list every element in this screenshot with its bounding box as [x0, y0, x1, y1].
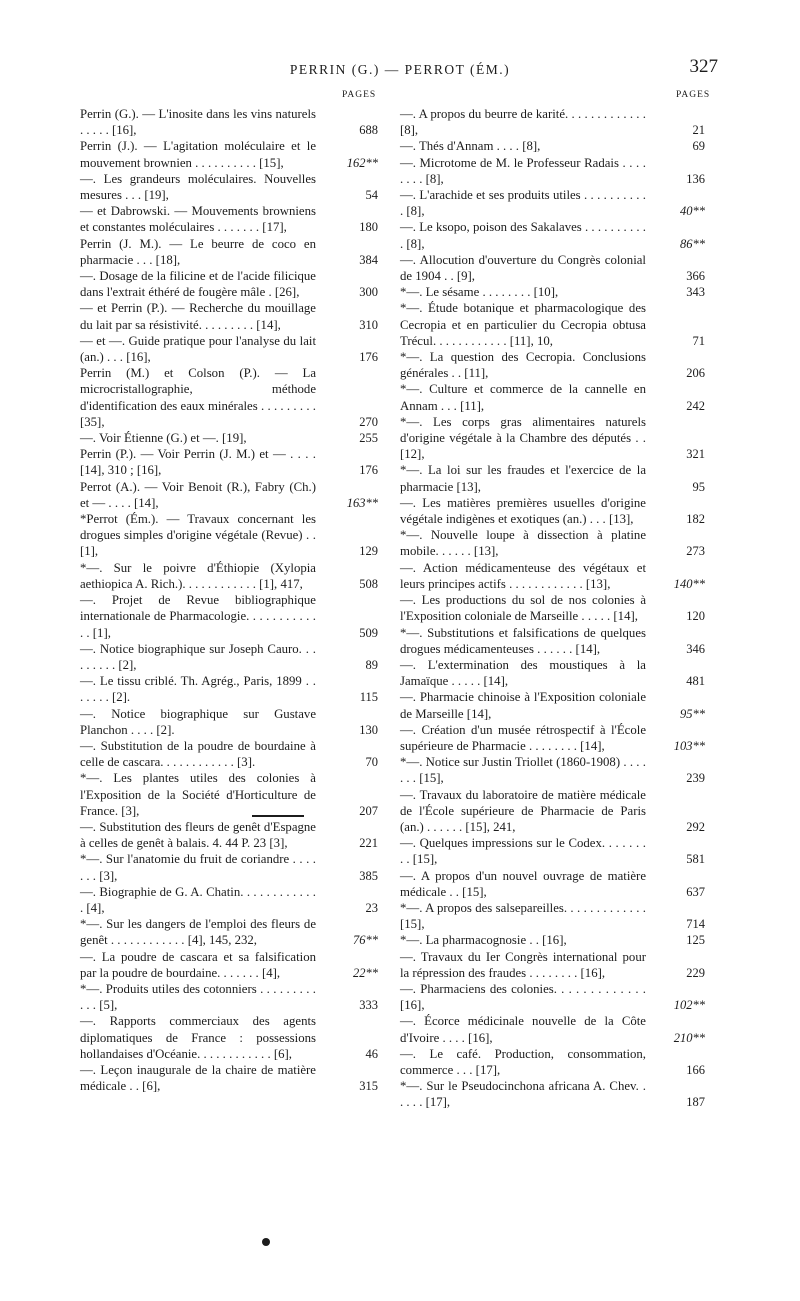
page-number: 327: [689, 56, 718, 77]
entry-page-ref: 714: [686, 917, 705, 932]
entry-page-ref: 176: [359, 350, 378, 365]
entry-page-ref: 176: [359, 463, 378, 478]
index-entry: [400, 462, 705, 494]
entry-page-ref: 300: [359, 285, 378, 300]
index-entry: [80, 333, 380, 365]
right-column: [400, 90, 711, 1111]
entry-text: —. Thés d'Annam . . . . [8],: [400, 139, 541, 154]
index-entry: [400, 754, 705, 786]
entry-page-ref: 125: [686, 933, 705, 948]
index-entry: [400, 722, 705, 754]
entry-page-ref: 207: [359, 803, 378, 818]
entry-page-ref: 385: [359, 868, 378, 883]
entry-text: —. Substitution de la poudre de bourdaine à celle de cascara. . . . . . . . . . . . [3].: [80, 738, 316, 770]
entry-text: *—. Produits utiles des cotonniers . . . . . . . . . . . . [5],: [80, 981, 316, 1013]
entry-page-ref: 508: [359, 576, 378, 591]
entry-text: *—. A propos des salsepareilles. . . . . . . . . . . . . [15],: [400, 900, 646, 932]
entry-page-ref: 333: [359, 998, 378, 1013]
entry-text: *—. Nouvelle loupe à dissection à platine mobile. . . . . . [13],: [400, 528, 646, 559]
entry-text: —. Biographie de G. A. Chatin. . . . . . . . . . . . . [4],: [80, 884, 316, 915]
entry-text: *—. Substitutions et falsifications de quelques drogues médicamenteuses . . . . . . [14],: [400, 625, 646, 656]
index-entry: [400, 155, 705, 187]
entry-page-ref: 89: [365, 657, 378, 672]
entry-text: *—. Sur les dangers de l'emploi des fleurs de genêt . . . . . . . . . . . . [4], 145, 232,: [80, 917, 316, 948]
index-entry: [80, 916, 380, 948]
index-entry: [80, 511, 380, 560]
entry-text: Perrin (G.). — L'inosite dans les vins naturels . . . . . [16],: [80, 107, 316, 138]
entry-page-ref: 95**: [680, 706, 705, 721]
index-entry: [400, 868, 705, 900]
index-entry: [80, 430, 380, 446]
index-entry: [400, 835, 705, 867]
index-entry: [400, 787, 705, 836]
entry-text: *—. La loi sur les fraudes et l'exercice de la pharmacie [13],: [400, 463, 646, 494]
index-entry: [80, 1062, 380, 1094]
index-entry: [400, 527, 705, 559]
index-entry: [400, 414, 705, 463]
entry-text: —. A propos d'un nouvel ouvrage de matière médicale . . [15],: [400, 868, 646, 899]
entry-page-ref: 509: [359, 625, 378, 640]
index-entry: [400, 560, 705, 592]
entry-page-ref: 270: [359, 414, 378, 429]
entry-text: —. Notice biographique sur Gustave Planchon . . . . [2].: [80, 706, 316, 737]
entry-page-ref: 46: [365, 1046, 378, 1061]
entry-page-ref: 163**: [346, 495, 378, 510]
index-entry: [80, 446, 380, 478]
entry-text: —. Les grandeurs moléculaires. Nouvelles mesures . . . [19],: [80, 171, 316, 203]
entry-text: *—. La pharmacognosie . . [16],: [400, 933, 567, 948]
entry-text: —. Allocution d'ouverture du Congrès colonial de 1904 . . [9],: [400, 252, 646, 284]
entry-text: *Perrot (Ém.). — Travaux concernant les drogues simples d'origine végétale (Revue) . . [1],: [80, 512, 316, 559]
index-entry: [400, 219, 705, 251]
entry-page-ref: 23: [365, 900, 378, 915]
entry-page-ref: 321: [686, 447, 705, 462]
entry-text: *—. Étude botanique et pharmacologique des Cecropia et en particulier du Cecropia obtusa Trécul. . . . . . . . . . . . [11], 10,: [400, 301, 646, 348]
index-entry: [80, 236, 380, 268]
entry-text: —. Rapports commerciaux des agents diplomatiques de France : possessions hollandaises d'Océanie. . . . . . . . . . . . [6],: [80, 1014, 316, 1061]
index-entry: [80, 673, 380, 705]
entry-page-ref: 70: [365, 755, 378, 770]
entry-page-ref: 40**: [680, 204, 705, 219]
entry-page-ref: 187: [686, 1095, 705, 1110]
entry-page-ref: 54: [365, 188, 378, 203]
entry-text: *—. Le sésame . . . . . . . . [10],: [400, 285, 559, 300]
index-entry: [400, 106, 705, 138]
entry-page-ref: 136: [686, 171, 705, 186]
entry-text: —. Création d'un musée rétrospectif à l'École supérieure de Pharmacie . . . . . . . . [14],: [400, 722, 646, 753]
entry-text: —. Travaux du laboratoire de matière médicale de l'École supérieure de Pharmacie de Paris (an.) . . . . . . [15], 241,: [400, 787, 646, 834]
entry-text: *—. Les plantes utiles des colonies à l'Exposition de la Société d'Horticulture de France. [3],: [80, 771, 316, 818]
entry-page-ref: 95: [692, 479, 705, 494]
index-entry: [400, 657, 705, 689]
running-head: PERRIN (G.) — PERROT (ÉM.): [289, 62, 511, 77]
entry-text: —. Substitution des fleurs de genêt d'Espagne à celles de genêt à balais. 4. 44 P. 23 [3],: [80, 819, 316, 851]
index-entry: [80, 479, 380, 511]
pages-column-label: PAGES: [676, 90, 711, 100]
entry-page-ref: 86**: [680, 236, 705, 251]
entry-page-ref: 69: [692, 139, 705, 154]
entry-text: —. A propos du beurre de karité. . . . . . . . . . . . . [8],: [400, 107, 646, 138]
entry-text: —. Dosage de la filicine et de l'acide filicique dans l'extrait éthéré de fougère mâle . [26],: [80, 269, 316, 300]
entry-text: —. L'extermination des moustiques à la Jamaïque . . . . . [14],: [400, 657, 646, 689]
entry-page-ref: 21: [692, 123, 705, 138]
entry-page-ref: 366: [686, 269, 705, 284]
entry-text: —. Projet de Revue bibliographique internationale de Pharmacologie. . . . . . . . . . . . . [1],: [80, 593, 316, 640]
entry-page-ref: 103**: [673, 738, 705, 753]
index-entry: [400, 1046, 705, 1078]
entry-page-ref: 102**: [673, 998, 705, 1013]
index-entry: [80, 884, 380, 916]
entry-text: *—. Notice sur Justin Triollet (1860-1908) . . . . . . . [15],: [400, 755, 646, 786]
ink-dot: [262, 1238, 270, 1246]
index-entry: [80, 560, 380, 592]
index-entry: [80, 738, 380, 770]
entry-text: —. Action médicamenteuse des végétaux et leurs principes actifs . . . . . . . . . . . . [13],: [400, 560, 646, 591]
entry-text: —. Travaux du Ier Congrès international pour la répression des fraudes . . . . . . . . [16],: [400, 949, 646, 980]
index-entry: [400, 1013, 705, 1045]
entry-text: —. La poudre de cascara et sa falsification par la poudre de bourdaine. . . . . . . [4],: [80, 949, 316, 980]
left-column: [80, 90, 380, 1094]
entry-page-ref: 346: [686, 641, 705, 656]
entry-page-ref: 581: [686, 852, 705, 867]
entry-text: —. Le café. Production, consommation, commerce . . . [17],: [400, 1046, 646, 1077]
entry-text: —. L'arachide et ses produits utiles . . . . . . . . . . . [8],: [400, 188, 646, 219]
entry-text: —. Microtome de M. le Professeur Radais . . . . . . . . [8],: [400, 155, 646, 186]
entry-text: —. Écorce médicinale nouvelle de la Côte d'Ivoire . . . . [16],: [400, 1014, 646, 1045]
entry-page-ref: 637: [686, 884, 705, 899]
entry-page-ref: 384: [359, 252, 378, 267]
index-entry: [80, 592, 380, 641]
entry-text: Perrot (A.). — Voir Benoit (R.), Fabry (Ch.) et — . . . . [14],: [80, 479, 316, 510]
entry-text: —. Quelques impressions sur le Codex. . . . . . . . . [15],: [400, 836, 646, 867]
entry-page-ref: 481: [686, 674, 705, 689]
index-entry: [400, 495, 705, 527]
entry-text: —. Le ksopo, poison des Sakalaves . . . . . . . . . . . [8],: [400, 220, 646, 251]
entry-text: *—. Culture et commerce de la cannelle en Annam . . . [11],: [400, 382, 646, 413]
entry-text: Perrin (M.) et Colson (P.). — La microcristallographie, méthode d'identification des eaux minérales . . . . . . . . . [35],: [80, 366, 316, 429]
entry-text: —. Les matières premières usuelles d'origine végétale indigènes et exotiques (an.) . . . [13],: [400, 495, 646, 527]
entry-page-ref: 688: [359, 123, 378, 138]
entry-page-ref: 130: [359, 722, 378, 737]
index-entry: [80, 300, 380, 332]
index-entry: [80, 171, 380, 203]
index-entry: [400, 900, 705, 932]
index-entry: [80, 949, 380, 981]
entry-page-ref: 273: [686, 544, 705, 559]
index-entry: [80, 138, 380, 170]
entry-text: *—. Sur le Pseudocinchona africana A. Chev. . . . . . [17],: [400, 1079, 646, 1110]
entry-text: —. Pharmacie chinoise à l'Exposition coloniale de Marseille [14],: [400, 690, 646, 721]
index-entry: [400, 349, 705, 381]
entry-page-ref: 162**: [346, 155, 378, 170]
entry-text: — et —. Guide pratique pour l'analyse du lait (an.) . . . [16],: [80, 333, 316, 365]
entry-page-ref: 22**: [353, 965, 378, 980]
index-entry: [80, 106, 380, 138]
index-entry: [400, 300, 705, 349]
entry-page-ref: 315: [359, 1079, 378, 1094]
index-entry: [400, 1078, 705, 1110]
index-entry: [400, 689, 705, 721]
index-entry: [80, 203, 380, 235]
index-entry: [400, 284, 705, 300]
entry-text: —. Le tissu criblé. Th. Agrég., Paris, 1899 . . . . . . . [2].: [80, 674, 316, 705]
entry-page-ref: 239: [686, 771, 705, 786]
entry-text: *—. La question des Cecropia. Conclusions générales . . [11],: [400, 350, 646, 381]
entry-page-ref: 292: [686, 819, 705, 834]
index-entry: [80, 851, 380, 883]
index-entry: [400, 138, 705, 154]
entry-page-ref: 166: [686, 1062, 705, 1077]
entry-page-ref: 221: [359, 836, 378, 851]
entry-page-ref: 129: [359, 544, 378, 559]
index-entry: [80, 641, 380, 673]
entry-text: *—. Les corps gras alimentaires naturels d'origine végétale à la Chambre des députés . . [12],: [400, 414, 646, 462]
index-entry: [400, 981, 705, 1013]
index-entry: [80, 706, 380, 738]
entry-text: —. Pharmaciens des colonies. . . . . . . . . . . . . [16],: [400, 981, 646, 1013]
entry-text: —. Notice biographique sur Joseph Cauro. . . . . . . . . [2],: [80, 641, 316, 672]
index-entry: [400, 932, 705, 948]
entry-page-ref: 206: [686, 366, 705, 381]
index-entry: [400, 381, 705, 413]
index-entry: [400, 949, 705, 981]
entry-text: *—. Sur le poivre d'Éthiopie (Xylopia aethiopica A. Rich.). . . . . . . . . . . . [1], 417,: [80, 560, 316, 591]
entry-page-ref: 76**: [353, 933, 378, 948]
pages-column-label: PAGES: [342, 90, 377, 100]
index-entry: [80, 819, 380, 851]
entry-text: Perrin (J.). — L'agitation moléculaire et le mouvement brownien . . . . . . . . . . [15],: [80, 139, 316, 170]
entry-page-ref: 180: [359, 220, 378, 235]
entry-text: —. Leçon inaugurale de la chaire de matière médicale . . [6],: [80, 1062, 316, 1094]
entry-page-ref: 255: [359, 431, 378, 446]
entry-page-ref: 182: [686, 512, 705, 527]
index-entry: [80, 268, 380, 300]
strikethrough-mark: [252, 815, 304, 817]
entry-text: — et Perrin (P.). — Recherche du mouillage du lait par sa résistivité. . . . . . . . . [14],: [80, 301, 316, 332]
index-entry: [80, 770, 380, 819]
index-entry: [400, 252, 705, 284]
entry-page-ref: 140**: [673, 576, 705, 591]
entry-text: — et Dabrowski. — Mouvements browniens et constantes moléculaires . . . . . . . [17],: [80, 204, 316, 235]
index-entry: [400, 592, 705, 624]
entry-page-ref: 242: [686, 398, 705, 413]
index-entry: [80, 365, 380, 430]
entry-text: Perrin (J. M.). — Le beurre de coco en pharmacie . . . [18],: [80, 236, 316, 267]
entry-page-ref: 343: [686, 285, 705, 300]
index-entry: [400, 625, 705, 657]
entry-page-ref: 210**: [673, 1030, 705, 1045]
entry-page-ref: 115: [359, 690, 378, 705]
index-entry: [80, 981, 380, 1013]
entry-page-ref: 71: [692, 333, 705, 348]
entry-text: —. Les productions du sol de nos colonies à l'Exposition coloniale de Marseille . . . . . [14],: [400, 593, 646, 624]
entry-page-ref: 229: [686, 965, 705, 980]
index-entry: [400, 187, 705, 219]
entry-text: —. Voir Étienne (G.) et —. [19],: [80, 431, 247, 446]
entry-page-ref: 310: [359, 317, 378, 332]
entry-page-ref: 120: [686, 609, 705, 624]
entry-text: Perrin (P.). — Voir Perrin (J. M.) et — . . . . [14], 310 ; [16],: [80, 447, 316, 478]
entry-text: *—. Sur l'anatomie du fruit de coriandre . . . . . . . [3],: [80, 852, 316, 883]
index-entry: [80, 1013, 380, 1062]
